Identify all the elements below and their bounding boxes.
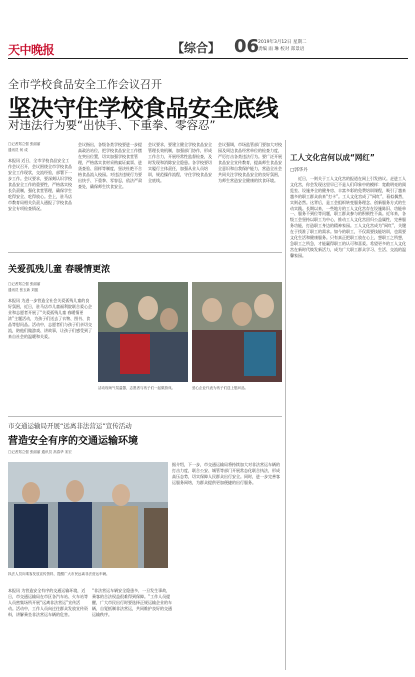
section3-body-col3: 据介绍，下一步，市交通运输局将持续加大对非法营运车辆的打击力度，联合公安、城管等部门开展常态化联合执法，形成高压态势，切实保障人民群众出行安全。同时，进一步完善客运服务网络，为群众提供更加便捷的出行服务。	[172, 462, 280, 485]
masthead-logo: 天中晚报	[8, 43, 55, 57]
header-meta	[258, 39, 306, 53]
main-body-col1: 本报讯 近日，全市学校食品安全工作会议召开，会议围绕全市学校食品安全工作现状，交流经验，部署下一步工作。会议要求，要深刻认识学校食品安全工作的重要性，严格落实校长负责制，强化食堂管理，确保学生吃得安全、吃得放心。会上，驻马店市教育局相关负责人通报了学校食品安全专项检查情况。	[8, 158, 72, 211]
section2-rule	[8, 252, 282, 253]
section2-byline: □记者郑立强 张丽丽 通讯员 张玉新 刘振	[8, 282, 41, 292]
section3-rule	[8, 416, 282, 417]
section3-body-col1: 本报讯 为营造安全有序的交通运输环境，近日，市交通运输局在市区各汽车站、火车站等人员密集场所开展“远离非法营运”宣传活动。活动中，工作人员向过往群众发放宣传资料，讲解乘坐非法营运车辆的危害。	[8, 588, 88, 617]
section2-caption-right: 爱心企业代表为孩子们送上慰问品。	[192, 386, 248, 390]
main-body-col2: 会议指出，各级各类学校要进一步提高政治站位，把学校食品安全工作摆在突出位置，切实加强学校食堂管理，严格落实食材采购索证索票、进货查验、留样等制度，坚决杜绝不合格食品流入校园。对违法违规行为要出快手、下重拳、零容忍，依法严肃查处，确保师生饮食安全。	[78, 142, 142, 189]
section2-photo-right	[192, 282, 282, 382]
rightcol-title: 工人文化宫何以成“网红”	[290, 153, 375, 162]
main-kicker: 全市学校食品安全工作会议召开	[8, 78, 162, 91]
rightcol-author: □郭华丹	[290, 168, 308, 173]
section3-body-col2: “非法营运车辆安全隐患多，一旦发生事故，乘客的合法权益很难得到保障。”工作人员提醒，广大市民出行时要选择正规运输企业的车辆，自觉抵制非法营运，共同维护良好的交通运输秩序。	[92, 588, 172, 617]
column-divider	[285, 140, 286, 670]
section3-byline: □记者郑立强 张丽丽 通讯员 高春华 宋宏	[8, 450, 72, 454]
staff-line: 责编 雨 琳 校对 郑景语	[258, 47, 305, 52]
section-tag: 【综合】	[172, 41, 221, 55]
section2-title: 关爱孤残儿童 春暖情更浓	[8, 265, 111, 275]
date-line: 2019年3月12日 星期二	[258, 40, 307, 45]
section3-kicker: 市交通运输局开展“远离非法营运”宣传活动	[8, 422, 132, 430]
main-subhead: 对违法行为要“出快手、下重拳、零容忍”	[8, 118, 216, 132]
section3-title: 营造安全有序的交通运输环境	[8, 436, 138, 447]
section2-body: 本报讯 为进一步营造全社会关爱孤残儿童的良好氛围，近日，驻马店市儿童福利院联合爱心企业和志愿者开展了“关爱孤残儿童 春暖情更浓”主题活动，为孩子们送去了衣物、图书、食品等慰问品。活动中，志愿者们与孩子们亲切交流，陪他们做游戏、讲故事，让孩子们感受到了来自社会的温暖和关爱。	[8, 298, 92, 339]
main-byline: □记者郑立强 张丽丽 通讯员 何 成	[8, 142, 41, 152]
rightcol-body: 近日，一则关于工人文化宫的报道在网上引发热议。走进工人文化宫，你会发现这里早已不是人们印象中的模样：宽敞明亮的阅览室、设施齐全的健身房、丰富多彩的免费培训课程，吸引了越来越多的职工群众前来“打卡”。工人文化宫成了“网红”，看似偶然，实则必然。这背后，是工会组织转变服务理念、创新服务方式的生动实践。长期以来，一些地方的工人文化宫存在设施陈旧、功能单一、服务不到位等问题，职工群众参与的积极性不高。近年来，各级工会坚持以职工为中心，推动工人文化宫回归公益属性，完善服务功能，打造职工身边的精神家园。工人文化宫成为“网红”，关键在于找准了职工的需求。如今的职工，不仅需要技能培训，也需要文化生活和健康服务。只有真正把职工放在心上，想职工之所想，急职工之所急，才能赢得职工的认可和喜爱。希望更多的工人文化宫在新时代焕发新活力，成为广大职工群众学习、生活、交流的温馨家园。	[290, 176, 407, 258]
header-rule	[8, 58, 408, 59]
main-body-col3: 会议要求，要建立健全学校食品安全管理长效机制，加强部门协作，形成工作合力，开展经常性监督检查，及时发现和消除安全隐患。各学校要切实履行主体责任，加强从业人员培训，规范操作流程，守住学校食品安全底线。	[148, 142, 212, 183]
main-body-col4: 会议强调，市场监管部门要加大对校园及周边食品经营单位的检查力度，严厉打击各类违法行为。要广泛开展食品安全宣传教育，提高师生食品安全意识和自我保护能力，营造全社会共同关注学校食品安全的良好氛围，为师生营造安全健康的饮食环境。	[218, 142, 282, 183]
page-number: 06	[234, 36, 260, 57]
section3-photo	[8, 462, 168, 568]
section2-caption-left: 活动现场气氛温馨，志愿者与孩子们一起做游戏。	[98, 386, 175, 390]
section3-photo-caption: 执法人员向乘客发放宣传资料，提醒广大市民远离非法营运车辆。	[8, 572, 110, 576]
section2-photo-left	[98, 282, 188, 382]
main-headline: 坚决守住学校食品安全底线	[8, 96, 278, 122]
